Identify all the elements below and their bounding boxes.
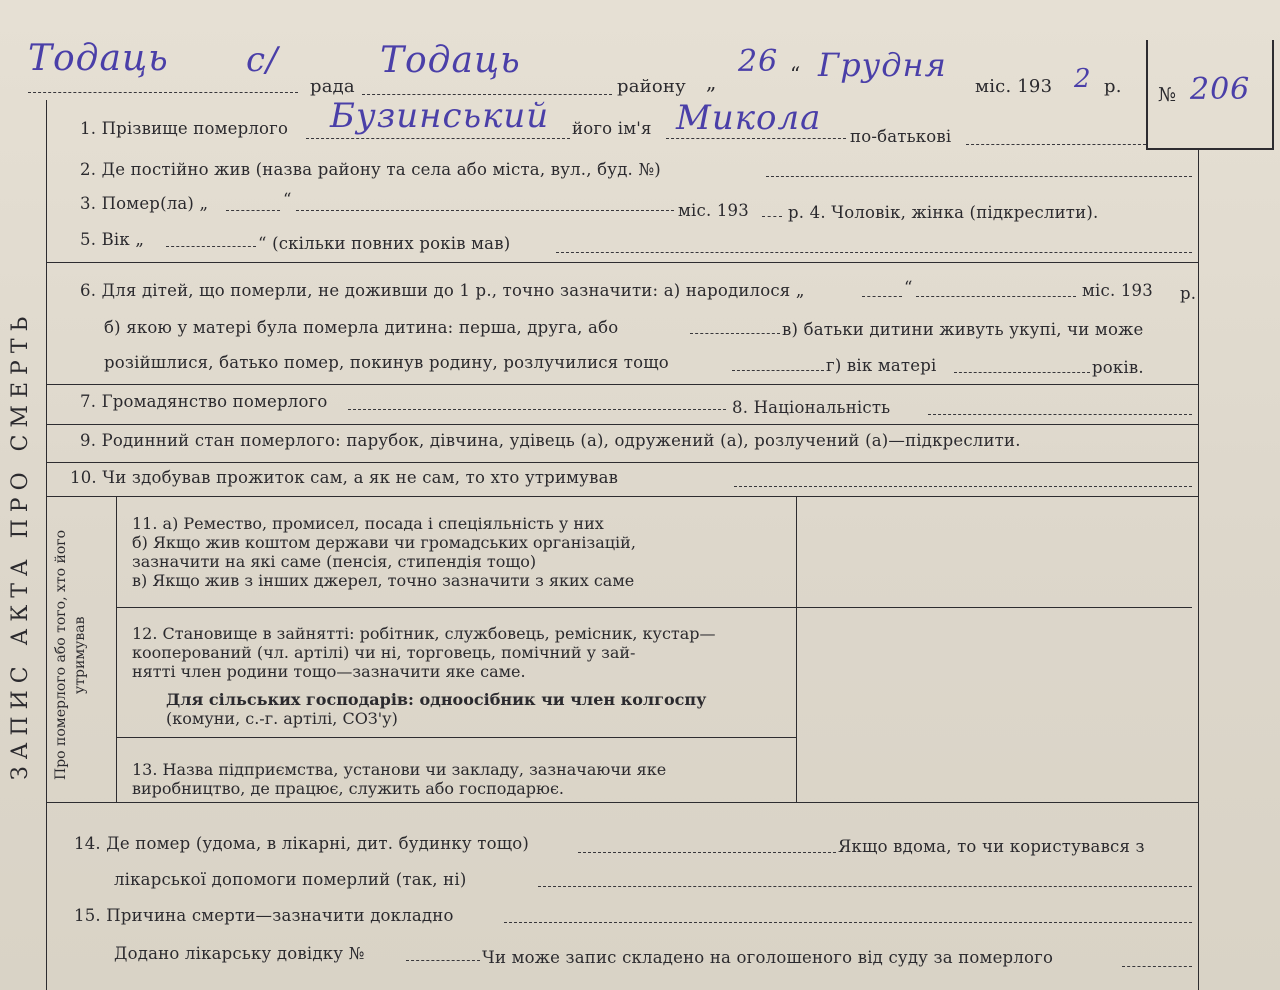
field-14-home-label: Якщо вдома, то чи користувався з [838,837,1145,856]
field-3-label: 3. Помер(ла) „ [80,194,209,213]
hw-name: Микола [676,98,822,138]
field-12-block [132,624,716,681]
field-6-year-label: р. [1180,284,1197,303]
field-5-hint: “ (скільки повних років мав) [258,234,511,253]
field-11-line-d: в) Якщо жив з інших джерел, точно зазначити з яких саме [132,571,635,590]
f6-line-a [862,296,902,297]
field-3-quote: “ [283,190,292,209]
f3-line-c [762,216,782,217]
medical-cert-label: Додано лікарську довідку № [114,944,365,963]
side-title: ЗАПИС АКТА ПРО СМЕРТЬ [8,309,33,781]
f16-line-b [1122,966,1192,967]
divider-after-10 [46,496,1198,497]
field-3-month-label: міс. 193 [678,201,749,220]
field-9-label: 9. Родинний стан померлого: парубок, дівчина, удівець (а), одружений (а), розлучений (а)—підкреслити. [80,431,1021,450]
field-15-label: 15. Причина смерти—зазначити докладно [74,906,454,925]
f10-line [734,486,1192,487]
field-6-label: 6. Для дітей, що померли, не доживши до 1 р., точно зазначити: а) народилося „ [80,281,805,300]
f1-line-b [666,138,846,139]
day-quote-close: “ [790,62,801,86]
hw-year-digit: 2 [1074,64,1092,94]
f7-line [348,409,726,410]
f14-line-b [538,886,1192,887]
field-1-patronymic-label: по-батькові [850,127,952,146]
frame-right-border [1198,148,1199,990]
f5-line [166,246,256,247]
sub-table-left-border [116,496,117,802]
r-label: р. [1104,76,1122,97]
sub-section-title: Про померлого або того, хто його утримував [53,529,88,781]
hw-rada-name: Тодаць [380,40,521,81]
field-12-line-b: кооперований (чл. артілі) чи ні, торговець, помічний у зай- [132,643,636,662]
f8-line [928,414,1192,415]
field-12-rural-a: Для сільських господарів: одноосібник чи член колгоспу [166,690,707,709]
divider-after-9 [46,462,1198,463]
field-13-block [132,760,666,798]
f16-line [406,960,480,961]
f6-line-b [916,296,1076,297]
field-1-name-label: його ім'я [572,119,652,138]
hw-month: Грудня [818,46,947,84]
mis-label: міс. 193 [975,76,1053,97]
day-quote-open: „ [706,70,717,94]
field-11-line-a: 11. а) Ремество, промисел, посада і спеціяльність у них [132,514,604,533]
sub-table-mid-border [796,496,797,802]
divider-after-12 [116,737,796,738]
frame-left-border [46,100,47,990]
field-12-rural-b: (комуни, с.-г. артілі, СОЗ'у) [166,709,398,728]
f15-line [504,922,1192,923]
field-13-line-a: 13. Назва підприємства, установи чи закладу, зазначаючи яке [132,760,667,779]
no-label: № [1158,84,1177,106]
field-6-years-label: років. [1092,358,1144,377]
rayon-label: району [617,76,686,97]
f5-line-b [556,252,1192,253]
field-10-label: 10. Чи здобував прожиток сам, а як не сам, то хто утримував [70,468,619,487]
header-line-1 [28,92,298,93]
divider-after-13 [46,802,1198,803]
f3-line-a [226,210,280,211]
field-6g-label: г) вік матері [826,356,937,375]
divider-after-6 [46,384,1198,385]
field-14-label: 14. Де помер (удома, в лікарні, дит. будинку тощо) [74,834,530,853]
field-13-line-b: виробництво, де працює, служить або господарює. [132,779,565,798]
divider-after-11 [116,607,1192,608]
field-2-label: 2. Де постійно жив (назва району та села або міста, вул., буд. №) [80,160,661,179]
f6c-line-b [954,372,1090,373]
field-8-label: 8. Національність [732,398,891,417]
hw-council: Тодаць [28,38,169,79]
rada-label: рада [310,76,355,97]
hw-day: 26 [738,44,779,79]
f3-line-b [296,210,674,211]
field-6v-label: в) батьки дитини живуть укупі, чи може [782,320,1144,339]
field-4-label: р. 4. Чоловік, жінка (підкреслити). [788,203,1099,222]
f1-line-c [966,144,1146,145]
field-12-rural-block [166,690,706,728]
field-12-line-a: 12. Становище в зайнятті: робітник, службовець, ремісник, кустар— [132,624,716,643]
field-14-medical-label: лікарської допомоги померлий (так, ні) [114,870,467,889]
field-11-line-b: б) Якщо жив коштом держави чи громадських організацій, [132,533,636,552]
field-11-block [132,514,636,590]
divider-after-5 [46,262,1198,263]
field-6-month-label: міс. 193 [1082,281,1153,300]
hw-surname: Бузинський [330,96,550,136]
header-line-2 [362,94,612,95]
hw-record-number: 206 [1190,72,1251,107]
f2-line [766,176,1192,177]
field-11-line-c: зазначити на які саме (пенсія, стипендія тощо) [132,552,537,571]
court-record-label: Чи може запис складено на оголошеного від суду за померлого [482,948,1054,967]
field-6b-label: б) якою у матері була померла дитина: перша, друга, або [104,318,619,337]
field-5-label: 5. Вік „ [80,230,145,249]
field-6c-label: розійшлися, батько помер, покинув родину, розлучилися тощо [104,353,669,372]
f6c-line-a [732,370,824,371]
field-7-label: 7. Громадянство померлого [80,392,328,411]
field-12-line-c: нятті член родини тощо—зазначити яке саме. [132,662,526,681]
field-1-surname-label: 1. Прізвище померлого [80,119,289,138]
f1-line-a [306,138,570,139]
hw-council-suffix: с/ [246,40,279,80]
f6b-line [690,333,780,334]
divider-after-8 [46,424,1198,425]
field-6-quote: “ [904,278,913,297]
f14-line-a [578,852,836,853]
